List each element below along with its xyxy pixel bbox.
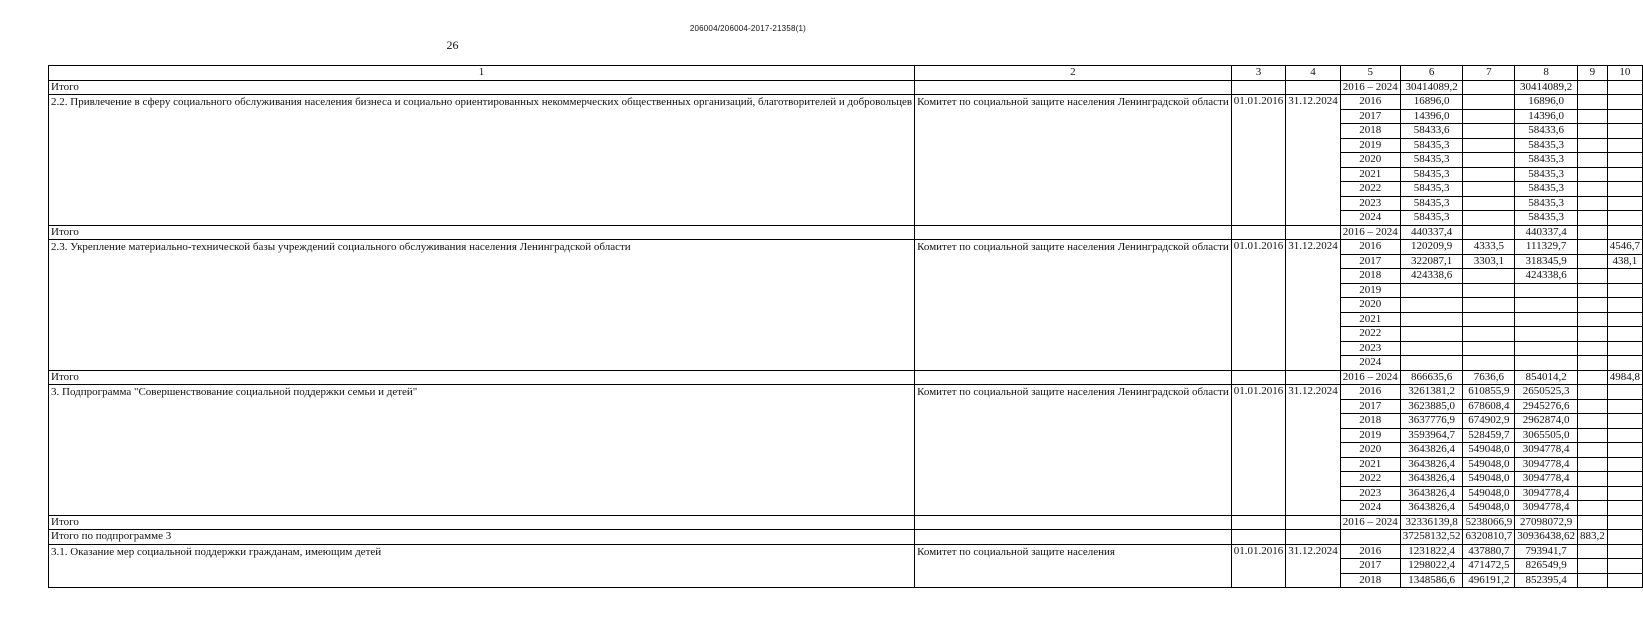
period-cell: 2016 – 2024 [1340,370,1400,385]
other-cell [1607,544,1642,559]
local-cell [1577,312,1607,327]
total-row [49,530,1643,545]
local-cell [1577,573,1607,588]
regional-cell: 3094778,4 [1515,443,1578,458]
total-cell [1400,341,1463,356]
local-cell [1577,269,1607,284]
column-header-7: 7 [1463,66,1515,81]
empty-cell [1286,515,1341,530]
regional-cell: 826549,9 [1515,559,1578,574]
other-cell: 438,1 [1607,254,1642,269]
local-cell [1577,298,1607,313]
year-cell: 2018 [1340,124,1400,139]
federal-cell [1463,95,1515,110]
local-cell [1577,341,1607,356]
federal-cell [1463,356,1515,371]
total-cell: 58435,3 [1400,138,1463,153]
local-cell [1577,356,1607,371]
total-row [49,370,1643,385]
federal-cell [1463,341,1515,356]
federal-cell [1463,80,1515,95]
total-row [49,80,1643,95]
year-cell: 2023 [1340,196,1400,211]
regional-cell: 2962874,0 [1515,414,1578,429]
federal-cell: 437880,7 [1463,544,1515,559]
total-cell: 58435,3 [1400,196,1463,211]
federal-cell [1463,269,1515,284]
local-cell [1577,109,1607,124]
empty-cell [915,530,1232,545]
local-cell [1577,399,1607,414]
empty-cell [1286,80,1341,95]
regional-cell: 2650525,3 [1515,385,1578,400]
federal-cell: 5238066,9 [1463,515,1515,530]
responsible-executor: Комитет по социальной защите населения Ленинградской области [915,385,1232,516]
local-cell [1577,428,1607,443]
regional-cell: 318345,9 [1515,254,1578,269]
year-cell: 2024 [1340,356,1400,371]
total-cell: 322087,1 [1400,254,1463,269]
total-cell: 440337,4 [1400,225,1463,240]
year-cell: 2020 [1340,443,1400,458]
local-cell [1577,515,1607,530]
measure-description: 2.2. Привлечение в сферу социального обслуживания населения бизнеса и социально ориентированных некоммерческих общественных организаций, благотворителей и добровольцев [49,95,915,226]
table-row [49,240,1643,255]
period-cell: 2016 – 2024 [1340,515,1400,530]
year-cell: 2019 [1340,138,1400,153]
other-cell [1607,457,1642,472]
measure-description: 2.3. Укрепление материально-технической базы учреждений социального обслуживания населения Ленинградской области [49,240,915,371]
federal-cell [1463,167,1515,182]
year-cell: 2018 [1340,414,1400,429]
total-cell: 866635,6 [1400,370,1463,385]
local-cell [1577,196,1607,211]
other-cell [1607,211,1642,226]
regional-cell: 58435,3 [1515,153,1578,168]
federal-cell [1463,298,1515,313]
empty-cell [1231,370,1286,385]
column-header-5: 5 [1340,66,1400,81]
header-row [49,66,1643,81]
column-header-6: 6 [1400,66,1463,81]
local-cell [1577,559,1607,574]
year-cell: 2021 [1340,167,1400,182]
year-cell: 2019 [1340,428,1400,443]
regional-cell: 111329,7 [1515,240,1578,255]
regional-cell [1515,356,1578,371]
empty-cell [915,370,1232,385]
year-cell: 2018 [1340,269,1400,284]
empty-cell [1231,80,1286,95]
year-cell: 2017 [1340,109,1400,124]
table-row [49,544,1643,559]
other-cell [1607,225,1642,240]
table-row [49,385,1643,400]
other-cell [1607,327,1642,342]
federal-cell [1463,153,1515,168]
other-cell [1607,269,1642,284]
empty-cell [915,225,1232,240]
local-cell [1577,211,1607,226]
total-cell: 30414089,2 [1400,80,1463,95]
total-label: Итого [49,515,915,530]
other-cell [1607,298,1642,313]
total-label: Итого [49,370,915,385]
total-cell: 16896,0 [1400,95,1463,110]
local-cell [1577,472,1607,487]
total-cell: 58435,3 [1400,182,1463,197]
local-cell [1577,457,1607,472]
total-cell: 3623885,0 [1400,399,1463,414]
regional-cell [1515,312,1578,327]
local-cell [1577,327,1607,342]
local-cell [1577,370,1607,385]
federal-cell: 7636,6 [1463,370,1515,385]
end-date: 31.12.2024 [1286,95,1341,226]
empty-cell [1286,225,1341,240]
other-cell [1607,95,1642,110]
regional-cell [1515,341,1578,356]
start-date: 01.01.2016 [1231,95,1286,226]
other-cell [1607,109,1642,124]
local-cell [1577,501,1607,516]
total-cell: 37258132,52 [1400,530,1463,545]
local-cell: 883,2 [1577,530,1607,545]
column-header-2: 2 [915,66,1232,81]
year-cell: 2018 [1340,573,1400,588]
local-cell [1577,544,1607,559]
year-cell: 2022 [1340,327,1400,342]
regional-cell: 2945276,6 [1515,399,1578,414]
total-cell: 120209,9 [1400,240,1463,255]
total-cell: 3637776,9 [1400,414,1463,429]
regional-cell: 3094778,4 [1515,472,1578,487]
total-cell: 424338,6 [1400,269,1463,284]
total-cell: 1298022,4 [1400,559,1463,574]
total-cell [1400,327,1463,342]
end-date: 31.12.2024 [1286,240,1341,371]
total-cell: 58435,3 [1400,211,1463,226]
federal-cell [1463,312,1515,327]
year-cell: 2023 [1340,486,1400,501]
other-cell [1607,501,1642,516]
federal-cell [1463,211,1515,226]
year-cell: 2020 [1340,153,1400,168]
total-cell: 32336139,8 [1400,515,1463,530]
total-label: Итого [49,80,915,95]
year-cell: 2020 [1340,298,1400,313]
other-cell [1607,153,1642,168]
federal-cell [1463,109,1515,124]
local-cell [1577,80,1607,95]
empty-cell [1231,515,1286,530]
other-cell [1607,196,1642,211]
regional-cell: 58435,3 [1515,196,1578,211]
federal-cell: 6320810,7 [1463,530,1515,545]
federal-cell [1463,283,1515,298]
local-cell [1577,95,1607,110]
regional-cell: 14396,0 [1515,109,1578,124]
other-cell [1607,124,1642,139]
local-cell [1577,182,1607,197]
document-id: 206004/206004-2017-21358(1) [689,24,806,33]
regional-cell: 852395,4 [1515,573,1578,588]
year-cell: 2016 [1340,95,1400,110]
regional-cell [1515,298,1578,313]
federal-cell: 549048,0 [1463,457,1515,472]
total-cell: 1231822,4 [1400,544,1463,559]
federal-cell [1463,124,1515,139]
year-cell: 2016 [1340,544,1400,559]
local-cell [1577,167,1607,182]
total-label: Итого по подпрограмме 3 [49,530,915,545]
other-cell: 4546,7 [1607,240,1642,255]
federal-cell: 674902,9 [1463,414,1515,429]
responsible-executor: Комитет по социальной защите населения [915,544,1232,588]
local-cell [1577,414,1607,429]
regional-cell: 58433,6 [1515,124,1578,139]
federal-cell: 528459,7 [1463,428,1515,443]
other-cell [1607,283,1642,298]
local-cell [1577,138,1607,153]
other-cell [1607,356,1642,371]
local-cell [1577,254,1607,269]
federal-cell: 549048,0 [1463,501,1515,516]
total-cell: 3643826,4 [1400,486,1463,501]
regional-cell: 27098072,9 [1515,515,1578,530]
federal-cell: 610855,9 [1463,385,1515,400]
federal-cell: 496191,2 [1463,573,1515,588]
other-cell [1607,312,1642,327]
total-row [49,225,1643,240]
page-number: 26 [446,38,459,52]
total-cell [1400,298,1463,313]
other-cell [1607,341,1642,356]
other-cell [1607,515,1642,530]
regional-cell: 424338,6 [1515,269,1578,284]
total-cell: 3593964,7 [1400,428,1463,443]
year-cell: 2016 [1340,240,1400,255]
other-cell [1607,399,1642,414]
year-cell: 2021 [1340,312,1400,327]
regional-cell: 30414089,2 [1515,80,1578,95]
federal-cell: 549048,0 [1463,486,1515,501]
other-cell [1607,428,1642,443]
federal-cell: 471472,5 [1463,559,1515,574]
total-cell: 3643826,4 [1400,443,1463,458]
column-header-1: 1 [49,66,915,81]
empty-cell [1286,370,1341,385]
local-cell [1577,486,1607,501]
year-cell: 2023 [1340,341,1400,356]
empty-cell [1231,530,1286,545]
column-header-8: 8 [1515,66,1578,81]
other-cell [1607,530,1642,545]
federal-cell: 549048,0 [1463,443,1515,458]
federal-cell [1463,327,1515,342]
year-cell: 2017 [1340,254,1400,269]
other-cell [1607,559,1642,574]
other-cell [1607,414,1642,429]
other-cell [1607,472,1642,487]
other-cell [1607,167,1642,182]
regional-cell: 854014,2 [1515,370,1578,385]
total-cell [1400,356,1463,371]
regional-cell: 793941,7 [1515,544,1578,559]
regional-cell: 58435,3 [1515,211,1578,226]
total-cell [1400,283,1463,298]
measure-description: 3.1. Оказание мер социальной поддержки гражданам, имеющим детей [49,544,915,588]
end-date: 31.12.2024 [1286,385,1341,516]
regional-cell: 30936438,62 [1515,530,1578,545]
other-cell [1607,385,1642,400]
other-cell [1607,486,1642,501]
other-cell [1607,573,1642,588]
federal-cell [1463,196,1515,211]
federal-cell: 3303,1 [1463,254,1515,269]
year-cell: 2016 [1340,385,1400,400]
start-date: 01.01.2016 [1231,544,1286,588]
total-cell: 58433,6 [1400,124,1463,139]
regional-cell: 3094778,4 [1515,457,1578,472]
year-cell: 2022 [1340,182,1400,197]
column-header-9: 9 [1577,66,1607,81]
empty-cell [915,515,1232,530]
year-cell: 2022 [1340,472,1400,487]
total-cell: 1348586,6 [1400,573,1463,588]
column-header-3: 3 [1231,66,1286,81]
end-date: 31.12.2024 [1286,544,1341,588]
regional-cell: 58435,3 [1515,182,1578,197]
period-cell [1340,530,1400,545]
local-cell [1577,385,1607,400]
local-cell [1577,240,1607,255]
regional-cell [1515,283,1578,298]
other-cell [1607,443,1642,458]
responsible-executor: Комитет по социальной защите населения Ленинградской области [915,240,1232,371]
local-cell [1577,153,1607,168]
regional-cell: 3094778,4 [1515,486,1578,501]
total-cell: 58435,3 [1400,167,1463,182]
total-cell: 3643826,4 [1400,472,1463,487]
column-header-4: 4 [1286,66,1341,81]
federal-cell [1463,182,1515,197]
local-cell [1577,283,1607,298]
start-date: 01.01.2016 [1231,240,1286,371]
empty-cell [1231,225,1286,240]
total-row [49,515,1643,530]
other-cell [1607,138,1642,153]
year-cell: 2021 [1340,457,1400,472]
year-cell: 2024 [1340,501,1400,516]
regional-cell: 3065505,0 [1515,428,1578,443]
table-row [49,95,1643,110]
year-cell: 2017 [1340,399,1400,414]
regional-cell: 440337,4 [1515,225,1578,240]
other-cell: 4984,8 [1607,370,1642,385]
period-cell: 2016 – 2024 [1340,225,1400,240]
year-cell: 2019 [1340,283,1400,298]
regional-cell: 58435,3 [1515,138,1578,153]
federal-cell: 549048,0 [1463,472,1515,487]
total-label: Итого [49,225,915,240]
total-cell: 3643826,4 [1400,501,1463,516]
empty-cell [1286,530,1341,545]
responsible-executor: Комитет по социальной защите населения Ленинградской области [915,95,1232,226]
total-cell: 14396,0 [1400,109,1463,124]
total-cell: 3643826,4 [1400,457,1463,472]
federal-cell [1463,138,1515,153]
period-cell: 2016 – 2024 [1340,80,1400,95]
budget-table [48,65,1643,588]
federal-cell [1463,225,1515,240]
federal-cell: 4333,5 [1463,240,1515,255]
year-cell: 2017 [1340,559,1400,574]
empty-cell [915,80,1232,95]
start-date: 01.01.2016 [1231,385,1286,516]
local-cell [1577,225,1607,240]
other-cell [1607,182,1642,197]
regional-cell: 58435,3 [1515,167,1578,182]
local-cell [1577,124,1607,139]
total-cell [1400,312,1463,327]
regional-cell: 3094778,4 [1515,501,1578,516]
total-cell: 3261381,2 [1400,385,1463,400]
local-cell [1577,443,1607,458]
regional-cell: 16896,0 [1515,95,1578,110]
regional-cell [1515,327,1578,342]
total-cell: 58435,3 [1400,153,1463,168]
other-cell [1607,80,1642,95]
column-header-10: 10 [1607,66,1642,81]
year-cell: 2024 [1340,211,1400,226]
measure-description: 3. Подпрограмма "Совершенствование социальной поддержки семьи и детей" [49,385,915,516]
federal-cell: 678608,4 [1463,399,1515,414]
